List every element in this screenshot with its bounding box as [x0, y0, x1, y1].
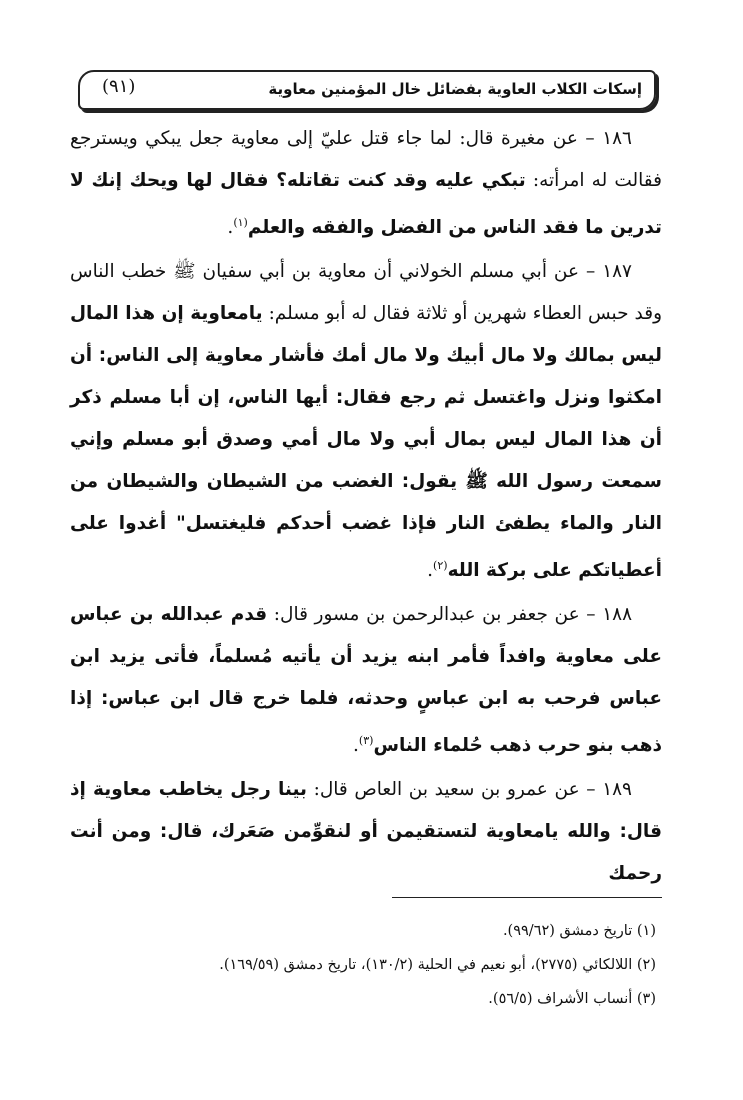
paragraph-188-end: .	[353, 735, 359, 757]
footnote-3: (٣) أنساب الأشراف (٥٦/٥).	[488, 991, 656, 1007]
paragraph-189-intro: ١٨٩ – عن عمرو بن سعيد بن العاص قال:	[306, 779, 632, 801]
footnote-ref-3: (٣)	[358, 734, 374, 748]
footnotes	[70, 914, 662, 1016]
footnote-separator	[392, 897, 662, 898]
footnote-2: (٢) اللالكائي (٢٧٧٥)، أبو نعيم في الحلية (١٣٠/٢)، تاريخ دمشق (١٦٩/٥٩).	[219, 957, 656, 973]
paragraph-186-quote: تبكي عليه وقد كنت تقاتله؟ فقال لها ويحك إنك لا تدرين ما فقد الناس من الفضل والفقه والعلم	[70, 170, 662, 239]
paragraph-189	[70, 769, 662, 895]
footnote-ref-2: (٢)	[433, 559, 448, 573]
page-number: (٩١)	[102, 76, 136, 97]
footnote-ref-1: (١)	[233, 216, 248, 229]
paragraph-188	[70, 594, 662, 767]
main-text	[70, 118, 662, 897]
book-title: إسكات الكلاب العاوية بفضائل خال المؤمنين معاوية	[268, 80, 642, 98]
paragraph-186	[70, 118, 662, 249]
page-header	[78, 70, 656, 110]
paragraph-187-quote: يامعاوية إن هذا المال ليس بمالك ولا مال أبيك ولا مال أمك فأشار معاوية إلى الناس: أن امكثوا ونزل واغتسل ثم رجع فقال: أيها الناس، إن أبا مسلم ذكر أن هذا المال ليس بمال أبي ولا مال أمي وصدق أبو مسلم وإني سمعت رسول الله ﷺ يقول: الغضب من الشيطان والشيطان من النار والماء يطفئ النار فإذا غضب أحدكم فليغتسل" أغدوا على أعطياتكم على بركة الله	[70, 303, 662, 582]
footnote-1: (١) تاريخ دمشق (٩٩/٦٢).	[502, 923, 656, 939]
paragraph-186-end: .	[227, 217, 234, 239]
paragraph-187-intro: ١٨٧ – عن أبي مسلم الخولاني أن معاوية بن أبي سفيان ﷺ خطب الناس وقد حبس العطاء شهرين أو ثلاثة فقال له أبو مسلم:	[70, 261, 663, 325]
paragraph-187-end: .	[427, 560, 434, 582]
paragraph-189-quote: بينا رجل يخاطب معاوية إذ قال: والله يامعاوية لتستقيمن أو لنقوِّمن صَعَرك، قال: ومن أنت رحمك	[70, 779, 662, 885]
paragraph-188-intro: ١٨٨ – عن جعفر بن عبدالرحمن بن مسور قال:	[267, 604, 633, 626]
paragraph-186-intro: ١٨٦ – عن مغيرة قال: لما جاء قتل عليّ إلى معاوية جعل يبكي ويسترجع فقالت له امرأته:	[70, 128, 662, 191]
paragraph-188-quote: قدم عبدالله بن عباس على معاوية وافداً فأمر ابنه يزيد أن يأتيه مُسلماً، فأتى يزيد ابن عباس فرحب به ابن عباسٍ وحدثه، فلما خرج قال ابن عباس: إذا ذهب بنو حرب ذهب حُلماء الناس	[70, 604, 662, 757]
paragraph-187	[70, 251, 662, 592]
